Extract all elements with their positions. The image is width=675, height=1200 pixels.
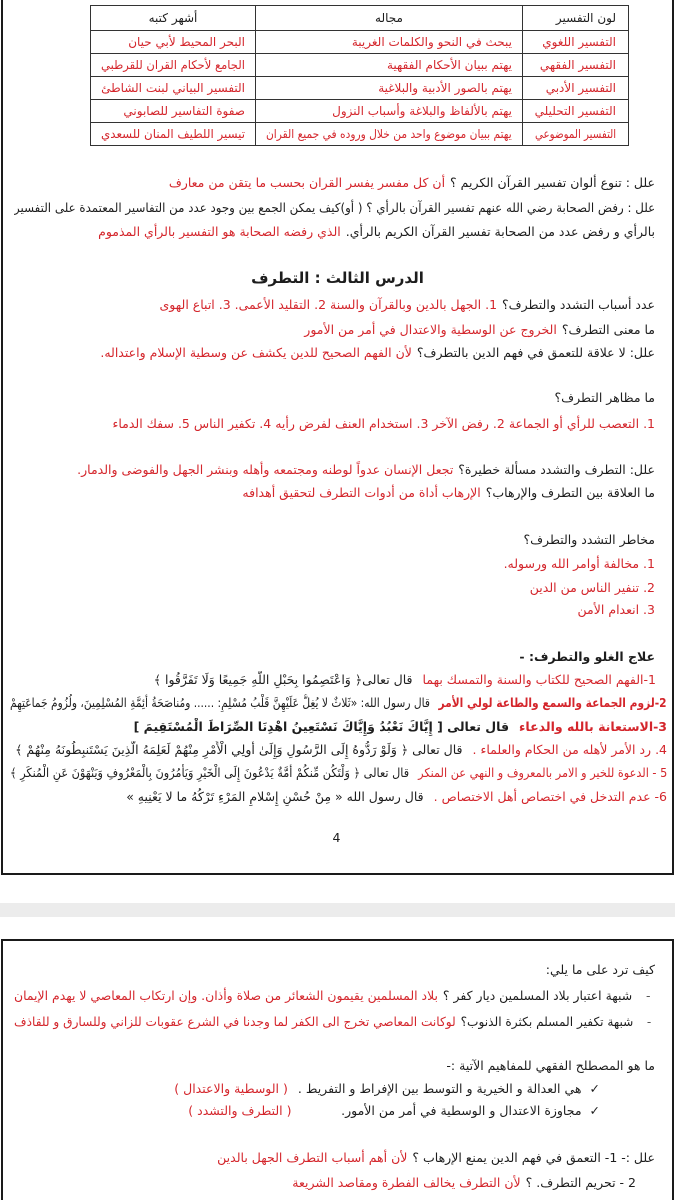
respond-title [14, 961, 655, 979]
cell-tafsir-book [91, 100, 256, 123]
cell-text: تيسير اللطيف المنان للسعدي [100, 127, 245, 141]
list-item-text: 2. تنفير الناس من الدين [529, 580, 655, 595]
cell-text: يهتم بالصور الأدبية والبلاغية [378, 81, 512, 95]
qa-tafsir-opinion-line1 [14, 199, 655, 217]
evidence-text: قال رسول الله « مِنْ حُسْنِ إِسْلامِ المَرْءِ تَرْكُهُ ما لا يَعْنِيهِ » [126, 789, 424, 804]
remedy-row [10, 764, 667, 782]
respond-item [14, 1013, 651, 1031]
risk-item [14, 601, 655, 619]
list-item-text: 3. انعدام الأمن [577, 602, 655, 617]
cell-tafsir-type [523, 54, 629, 77]
cell-tafsir-book [91, 54, 256, 77]
page-separator [0, 903, 675, 917]
answer-text: 1. التعصب للرأي أو الجماعة 2. رفض الآخر 3. استخدام العنف لفرض رأيه 4. تكفير الناس 5. سفك الدماء [112, 416, 655, 431]
answer-text: لأن التطرف يخالف الفطرة ومقاصد الشريعة [292, 1175, 521, 1190]
cell-text: التفسير اللغوي [542, 35, 616, 49]
answer-text: لوكانت المعاصي تخرج الى الكفر لما وجدنا في الشرع عقوبات للزاني وللسارق و للقاذف [14, 1014, 456, 1029]
answer-text: أن كل مفسر يفسر القران بحسب ما يتقن من معارف [168, 175, 446, 190]
remedy-row [10, 718, 667, 736]
table-row [91, 77, 629, 100]
risks-title [14, 531, 655, 549]
cell-tafsir-book [91, 77, 256, 100]
question-text: علل: التطرف والتشدد مسألة خطيرة؟ [458, 462, 655, 477]
tafsir-types-table [90, 5, 629, 146]
table-header-books [91, 6, 256, 31]
evidence-text: قال تعالى ﴿ وَلَوْ رَدُّوهُ إِلَى الرَّسُولِ وَإِلَىٰ أُولِي الْأَمْرِ مِنْهُمْ لَعَلِمَهُ الَّذِينَ يَسْتَنبِطُونَهُ مِنْهُمْ ﴾ [15, 742, 463, 757]
cell-tafsir-book [91, 31, 256, 54]
risk-item [14, 555, 655, 573]
cell-text: البحر المحيط لأبي حيان [128, 35, 245, 49]
table-row [91, 54, 629, 77]
term-text: ( الوسطية والاعتدال ) [174, 1081, 288, 1096]
remedy-row [10, 671, 656, 689]
table-header-type [523, 6, 629, 31]
check-icon [590, 1080, 600, 1098]
qa-terrorism-relation [14, 484, 655, 502]
cell-tafsir-field [256, 31, 523, 54]
header-label: مجاله [375, 11, 403, 25]
cell-text: التفسير الموضوعي [534, 127, 616, 141]
cell-tafsir-type [523, 100, 629, 123]
risk-item [14, 579, 655, 597]
header-label: أشهر كتبه [148, 11, 198, 25]
cell-text: يبحث في النحو والكلمات الغريبة [351, 35, 512, 49]
cell-tafsir-type [523, 31, 629, 54]
table-row [91, 31, 629, 54]
term-item [14, 1080, 600, 1098]
answer-text: تجعل الإنسان عدواً لوطنه ومجتمعه وأهله وبنشر الجهل والفوضى والدمار. [77, 462, 454, 477]
question-text: علل :- 1- التعمق في فهم الدين يمنع الإرهاب ؟ [412, 1150, 655, 1165]
remedy-row [10, 788, 667, 806]
header-label: لون التفسير [555, 11, 616, 25]
evidence-text: قال رسول الله: «ثَلاثٌ لا يُغِلُّ عَلَيْهِنَّ قَلْبُ مُسْلِمٍ: ...... ومُناصَحَةُ أئِمَّةِ المُسْلِمِينَ، ولُزُومُ جَماعَتِهِمْ [10, 695, 431, 710]
section-title: علاج الغلو والتطرف: - [519, 649, 655, 664]
answer-text: الإرهاب أداة من أدوات التطرف لتحقيق أهدافه [242, 485, 481, 500]
section-title: ما هو المصطلح الفقهي للمفاهيم الآتية :- [446, 1058, 655, 1073]
question-text: 2 - تحريم التطرف. ؟ [525, 1175, 636, 1190]
page-number-text: 4 [332, 830, 341, 845]
section-title: كيف ترد على ما يلي: [545, 962, 655, 977]
remedies-title [14, 648, 655, 666]
answer-text: لأن الفهم الصحيح للدين يكشف عن وسطية الإسلام واعتداله. [100, 345, 412, 360]
cell-tafsir-book [91, 123, 256, 146]
section-title: مخاطر التشدد والتطرف؟ [523, 532, 655, 547]
answer-text: 1. الجهل بالدين وبالقرآن والسنة 2. التقليد الأعمى. 3. اتباع الهوى [159, 297, 498, 312]
question-text: شبهة اعتبار بلاد المسلمين ديار كفر ؟ [443, 988, 633, 1003]
cell-text: يهتم ببيان الأحكام الفقهية [387, 58, 512, 72]
cell-tafsir-field [256, 100, 523, 123]
term-text: ( التطرف والتشدد ) [188, 1103, 292, 1118]
evidence-text: قال تعالى﴿ وَاعْتَصِمُوا بِحَبْلِ اللَّهِ جَمِيعًا وَلَا تَفَرَّقُوا ﴾ [153, 672, 413, 687]
question-text: ما معنى التطرف؟ [561, 322, 655, 337]
remedy-text: 1-الفهم الصحيح للكتاب والسنة والتمسك بهما [422, 672, 656, 687]
table-row [91, 100, 629, 123]
definition-text: هي العدالة و الخيرية و التوسط بين الإفراط و التفريط . [297, 1081, 582, 1096]
answer-text: لأن أهم أسباب التطرف الجهل بالدين [217, 1150, 408, 1165]
respond-item [14, 987, 651, 1005]
qa-tafsir-variety [14, 174, 655, 192]
remedy-text: 2-لزوم الجماعة والسمع والطاعة لولي الأمر [438, 695, 667, 710]
manifestations-answer [14, 415, 655, 433]
answer-text: الذي رفضه الصحابة هو التفسير بالرأي المذموم [98, 224, 341, 239]
cell-text: التفسير الفقهي [539, 58, 616, 72]
lesson-title: الدرس الثالث : التطرف [251, 269, 424, 287]
qa-no-relation [14, 344, 655, 362]
table-header-field [256, 6, 523, 31]
justify-item [14, 1149, 655, 1167]
question-text: ما العلاقة بين التطرف والإرهاب؟ [485, 485, 655, 500]
bullet-dash: - [646, 988, 651, 1003]
page-number [0, 829, 675, 847]
cell-tafsir-type [523, 123, 629, 146]
cell-tafsir-field [256, 123, 523, 146]
qa-danger [14, 461, 655, 479]
evidence-text: قال تعالى ﴿ وَلْتَكُن مِّنكُمْ أُمَّةٌ يَدْعُونَ إِلَى الْخَيْرِ وَيَأْمُرُونَ بِالْمَعْرُوفِ وَيَنْهَوْنَ عَنِ الْمُنكَرِ ﴾ [10, 765, 409, 780]
term-item [14, 1102, 600, 1120]
cell-text: يهتم ببيان موضوع واحد من خلال وروده في جميع القران [266, 127, 512, 141]
cell-text: التفسير البياني لبنت الشاطئ [101, 81, 245, 95]
remedy-text: 4. رد الأمر لأهله من الحكام والعلماء . [472, 742, 667, 757]
remedy-text: 3-الاستعانة بالله والدعاء [519, 719, 667, 734]
cell-text: الجامع لأحكام القران للقرطبي [101, 58, 245, 72]
cell-text: يهتم بالألفاظ والبلاغة وأسباب النزول [332, 104, 512, 118]
question-text: علل : رفض الصحابة رضي الله عنهم تفسير القرآن بالرأي ؟ ( أو)كيف يمكن الجمع بين وجود عدد من التفاسير المعتمدة على التفسير [14, 200, 655, 215]
check-icon [590, 1102, 600, 1120]
question-text: علل : تنوع ألوان تفسير القرآن الكريم ؟ [450, 175, 655, 190]
qa-meaning [14, 321, 655, 339]
cell-tafsir-field [256, 77, 523, 100]
bullet-dash: - [646, 1014, 651, 1029]
terms-title [14, 1057, 655, 1075]
question-text: بالرأي و رفض عدد من الصحابة تفسير القرآن الكريم بالرأي. [345, 224, 655, 239]
evidence-text: قال تعالى [ إِيَّاكَ نَعْبُدُ وَإِيَّاكَ نَسْتَعِينُ اهْدِنَا الصِّرَاطَ الْمُسْتَقِيمَ ] [133, 719, 510, 734]
answer-text: الخروج عن الوسطية والاعتدال في أمر من الأمور [304, 322, 557, 337]
cell-tafsir-field [256, 54, 523, 77]
manifestations-question [14, 389, 655, 407]
cell-text: التفسير التحليلي [534, 104, 616, 118]
question-text: ما مظاهر التطرف؟ [554, 390, 655, 405]
definition-text: مجاوزة الاعتدال و الوسطية في أمر من الأمور. [341, 1103, 582, 1118]
table-row [91, 123, 629, 146]
question-text: عدد أسباب التشدد والتطرف؟ [502, 297, 655, 312]
cell-text: صفوة التفاسير للصابوني [123, 104, 245, 118]
qa-tafsir-opinion-line2 [14, 223, 655, 241]
qa-causes [14, 296, 655, 314]
cell-text: التفسير الأدبي [545, 81, 616, 95]
answer-text: بلاد المسلمين يقيمون الشعائر من صلاة وأذان. وإن ارتكاب المعاصي لا يهدم الإيمان [14, 988, 439, 1003]
remedy-row [10, 694, 667, 712]
list-item-text: 1. مخالفة أوامر الله ورسوله. [503, 556, 655, 571]
remedy-row [10, 741, 667, 759]
remedy-text: 6- عدم التدخل في اختصاص أهل الاختصاص . [433, 789, 667, 804]
remedy-text: 5 - الدعوة للخير و الامر بالمعروف و النهي عن المنكر [417, 765, 667, 780]
table-header-row [91, 6, 629, 31]
cell-tafsir-type [523, 77, 629, 100]
question-text: شبهة تكفير المسلم بكثرة الذنوب؟ [460, 1014, 634, 1029]
justify-item [14, 1174, 636, 1192]
question-text: علل: لا علاقة للتعمق في فهم الدين بالتطرف؟ [416, 345, 655, 360]
